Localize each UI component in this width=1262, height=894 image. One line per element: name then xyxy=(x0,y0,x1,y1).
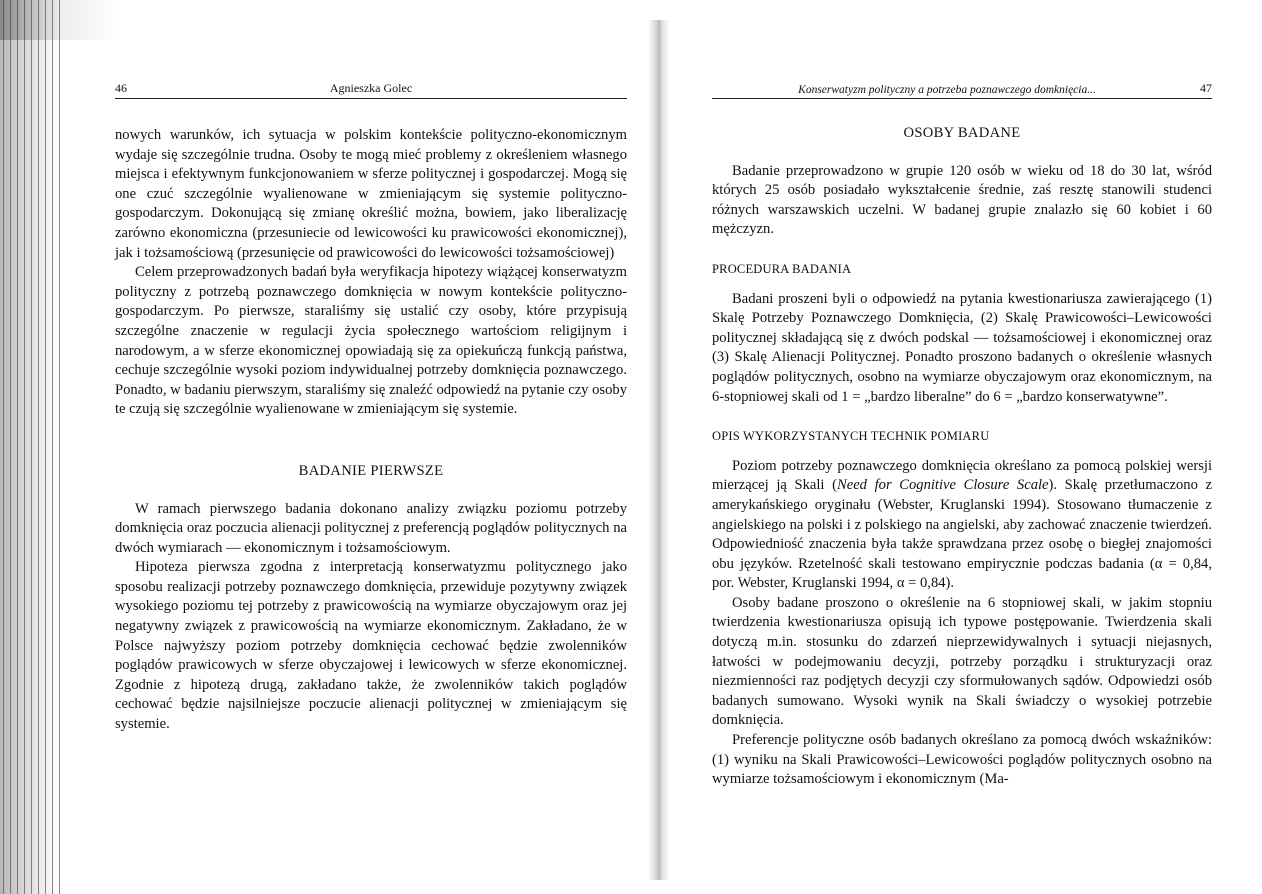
running-head-author: Agnieszka Golec xyxy=(329,81,413,95)
paragraph: Preferencje polityczne osób badanych określano za pomocą dwóch wskaźników: (1) wyniku na Skali Prawicowości–Lewicowości poglądów politycznych osobno na wymiarze tożsamościowym i ekonomicznym (Ma- xyxy=(712,732,1212,788)
left-body-text xyxy=(115,126,627,735)
paragraph: nowych warunków, ich sytuacja w polskim kontekście polityczno-ekonomicznym wydaje się szczególnie trudna. Osoby te mogą mieć problemy z określeniem własnego miejsca i efektywnym funkcjonowaniem w sferze politycznej i gospodarczej. Mogą się one czuć szczególnie wyalienowane w zmieniającym się systemie polityczno-gospodarczym. Dokonującą się zmianę określić można, bowiem, jako liberalizację zarówno ekonomiczna (przesuniecie od lewicowości ku prawicowości ekonomicznej), jak i tożsamościową (przesunięcie od prawicowości do lewicowości tożsamościowej) xyxy=(115,127,627,261)
paragraph: Osoby badane proszono o określenie na 6 stopniowej skali, w jakim stopniu twierdzenia kwestionariusza opisują ich typowe postępowanie. Twierdzenia skali dotyczą m.in. stosunku do zdarzeń nieprzewidywalnych i sytuacji niejasnych, łatwości w podejmowaniu decyzji, potrzeby porządku i strukturyzacji oraz niezmienności raz podjętych decyzji czy sformułowanych sądów. Odpowiedzi osób badanych sumowano. Wysoki wynik na Skali świadczy o wysokiej potrzebie domknięcia. xyxy=(712,594,1212,729)
section-heading: OSOBY BADANE xyxy=(903,125,1021,141)
subsection-heading: OPIS WYKORZYSTANYCH TECHNIK POMIARU xyxy=(712,429,990,444)
left-running-header xyxy=(115,78,627,99)
paragraph: Hipoteza pierwsza zgodna z interpretacją konserwatyzmu politycznego jako sposobu realizacji potrzeby poznawczego domknięcia, przewiduje pozytywny związek wysokiego poziomu tej potrzeby z prawicowością na wymiarze obyczajowym oraz jej negatywny związek z prawicowością na wymiarze ekonomicznym. Zakładano, że w Polsce najwyższy poziom potrzeby domknięcia cechować będzie zwolenników poglądów prawicowych w sferze obyczajowej i lewicowych w sferze ekonomicznej. Zgodnie z hipotezą drugą, zakładano także, że zwolenników takich poglądów cechować będzie najsilniejsze poczucie alienacji politycznej w zmieniającym się systemie. xyxy=(115,559,627,733)
scan-edge-corner xyxy=(0,0,120,40)
paragraph-text: ). Skalę przetłumaczono z amerykańskiego oryginału (Webster, Kruglanski 1994). Stosowano tłumaczenie z angielskiego na polski i z polskiego na angielski, aby zachować znaczenie twierdzeń. Odpowiedniość znaczenia była także sprawdzana przez osobę o biegłej znajomości obu języków. Rzetelność skali testowano empirycznie podczas badania (α = 0,84, por. Webster, Kruglanski 1994, α = 0,84). xyxy=(712,477,1213,592)
right-running-header xyxy=(712,78,1212,99)
book-gutter xyxy=(648,20,670,880)
scale-name-italic: Need for Cognitive Closure Scale xyxy=(836,477,1049,494)
paragraph: Badanie przeprowadzono w grupie 120 osób w wieku od 18 do 30 lat, wśród których 25 osób posiadało wykształcenie średnie, zaś resztę stanowili studenci różnych warszawskich uczelni. W badanej grupie znalazło się 60 kobiet i 60 mężczyzn. xyxy=(712,162,1212,238)
page-number: 46 xyxy=(115,81,127,95)
paragraph: Celem przeprowadzonych badań była weryfikacja hipotezy wiążącej konserwatyzm polityczny z potrzebą poznawczego domknięcia w nowym kontekście polityczno-gospodarczym. Po pierwsze, staraliśmy się ustalić czy osoby, które przypisują szczególne znaczenie w regulacji życia społecznego wartościom religijnym i narodowym, a w sferze ekonomicznej opowiadają się za opiekuńczą funkcją państwa, cechuje szczególnie wysoki poziom indywidualnej potrzeby domknięcia poznawczego. Ponadto, w badaniu pierwszym, staraliśmy się znaleźć odpowiedź na pytanie czy osoby te czują się szczególnie wyalienowane w zmieniającym się systemie. xyxy=(115,264,627,418)
paragraph: W ramach pierwszego badania dokonano analizy związku poziomu potrzeby domknięcia oraz poczucia alienacji politycznej z preferencją poglądów politycznych na dwóch wymiarach — ekonomicznym i tożsamościowym. xyxy=(115,500,627,556)
page-number: 47 xyxy=(1200,81,1212,95)
paragraph xyxy=(712,457,1212,594)
section-heading: BADANIE PIERWSZE xyxy=(298,462,444,479)
right-body-text xyxy=(712,124,1212,790)
running-head-title: Konserwatyzm polityczny a potrzeba poznawczego domknięcia... xyxy=(798,84,1096,96)
subsection-heading: PROCEDURA BADANIA xyxy=(712,261,852,276)
paragraph-text: Poziom potrzeby poznawczego domknięcia określano za pomocą polskiej wersji mierzącej ją Skali ( xyxy=(712,457,1212,494)
paragraph: Badani proszeni byli o odpowiedź na pytania kwestionariusza zawierającego (1) Skalę Potrzeby Poznawczego Domknięcia, (2) Skalę Prawicowości–Lewicowości politycznej składającą się z dwóch podskal — tożsamościowej i ekonomicznej oraz (3) Skalę Alienacji Politycznej. Ponadto proszono badanych o określenie własnych poglądów politycznych, osobno na wymiarze obyczajowym oraz ekonomicznym, na 6-stopniowej skali od 1 = „bardzo liberalne” do 6 = „bardzo konserwatywne”. xyxy=(712,290,1212,405)
scan-edge-left xyxy=(0,0,60,894)
